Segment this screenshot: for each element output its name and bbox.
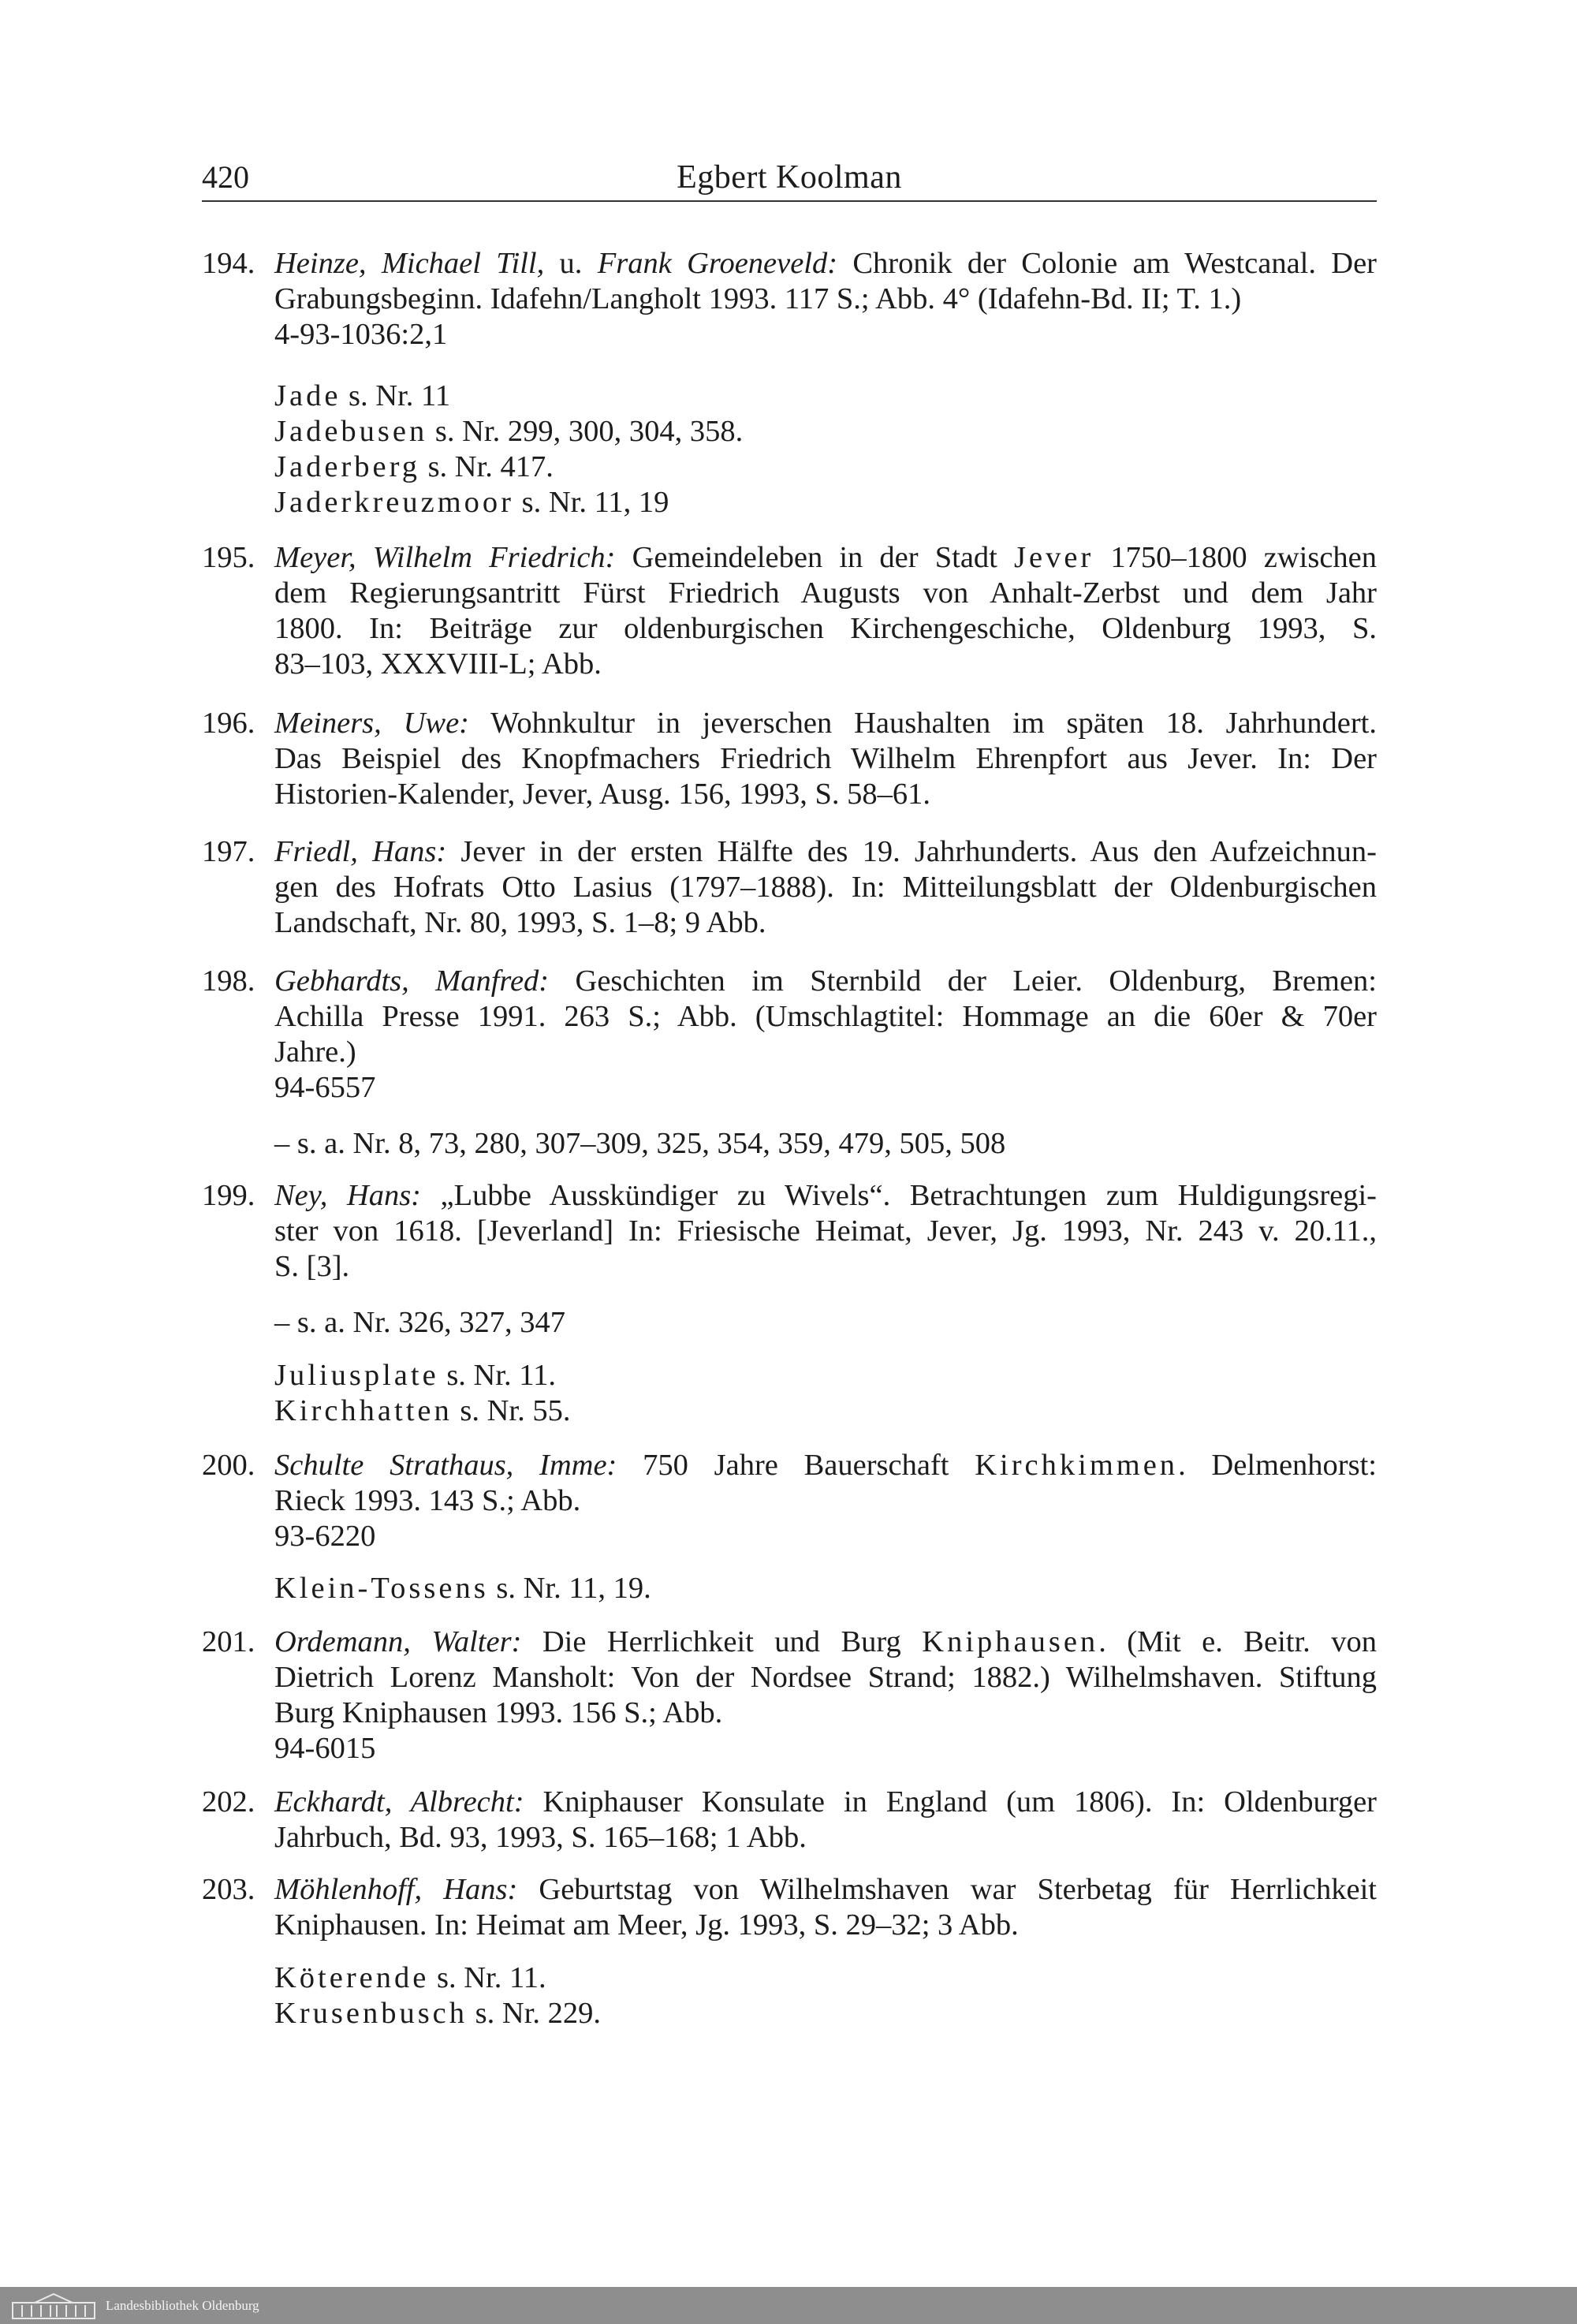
entry-line: Möhlenhoff, Hans: Geburtstag von Wilhelmshaven war Sterbetag für Herrlichkeit bbox=[274, 1873, 1377, 1906]
place-term: Jaderkreuzmoor bbox=[274, 486, 514, 519]
entry-number: 198. bbox=[202, 964, 255, 998]
entry-signature: 93-6220 bbox=[274, 1520, 376, 1553]
entry-author: Ordemann, Walter: bbox=[274, 1625, 522, 1658]
entry-line: Meyer, Wilhelm Friedrich: Gemeindeleben in der Stadt Jever 1750–1800 zwischen bbox=[274, 541, 1377, 574]
entry-number: 197. bbox=[202, 835, 255, 868]
see-also: – s. a. Nr. 326, 327, 347 bbox=[274, 1306, 565, 1339]
place-term: Klein-Tossens bbox=[274, 1572, 489, 1605]
entry-line: Landschaft, Nr. 80, 1993, S. 1–8; 9 Abb. bbox=[274, 906, 766, 939]
place-term: Juliusplate bbox=[274, 1359, 439, 1392]
entry-number: 200. bbox=[202, 1449, 255, 1482]
place-term: Jade bbox=[274, 379, 341, 412]
entry-author: Eckhardt, Albrecht: bbox=[274, 1785, 524, 1819]
page-header bbox=[202, 155, 1377, 202]
entry-author: Schulte Strathaus, Imme: bbox=[274, 1449, 617, 1482]
entry-number: 203. bbox=[202, 1873, 255, 1906]
entry-author: Frank Groeneveld: bbox=[597, 247, 838, 280]
entry-number: 201. bbox=[202, 1625, 255, 1658]
library-name: Landesbibliothek Oldenburg bbox=[106, 2298, 259, 2313]
cross-reference: Juliusplate s. Nr. 11. bbox=[274, 1359, 556, 1392]
entry-number: 194. bbox=[202, 247, 255, 280]
entry-line: Meiners, Uwe: Wohnkultur in jeverschen Haushalten im späten 18. Jahrhundert. bbox=[274, 707, 1377, 740]
cross-reference: Jade s. Nr. 11 bbox=[274, 379, 451, 412]
entry-line: Ordemann, Walter: Die Herrlichkeit und Burg Kniphausen. (Mit e. Beitr. von bbox=[274, 1625, 1377, 1658]
see-also: – s. a. Nr. 8, 73, 280, 307–309, 325, 354, 359, 479, 505, 508 bbox=[274, 1127, 1006, 1160]
entry-line: Jahrbuch, Bd. 93, 1993, S. 165–168; 1 Abb. bbox=[274, 1821, 807, 1854]
entry-line: Jahre.) bbox=[274, 1035, 356, 1069]
place-term: Köterende bbox=[274, 1961, 430, 1994]
entry-line: Rieck 1993. 143 S.; Abb. bbox=[274, 1484, 581, 1517]
entry-line: Schulte Strathaus, Imme: 750 Jahre Bauerschaft Kirchkimmen. Delmenhorst: bbox=[274, 1449, 1378, 1482]
cross-reference: Jaderberg s. Nr. 417. bbox=[274, 450, 554, 483]
entry-line: ster von 1618. [Jeverland] In: Friesische Heimat, Jever, Jg. 1993, Nr. 243 v. 20.11., bbox=[274, 1214, 1377, 1248]
entry-line: 83–103, XXXVIII-L; Abb. bbox=[274, 647, 602, 681]
entry-line: Historien-Kalender, Jever, Ausg. 156, 1993, S. 58–61. bbox=[274, 778, 931, 811]
entry-line: Ney, Hans: „Lubbe Ausskündiger zu Wivels“. Betrachtungen zum Huldigungsregi- bbox=[274, 1179, 1377, 1212]
cross-reference: Jadebusen s. Nr. 299, 300, 304, 358. bbox=[274, 415, 744, 448]
page-number: 420 bbox=[202, 159, 249, 195]
entry-line: Eckhardt, Albrecht: Kniphauser Konsulate in England (um 1806). In: Oldenburger bbox=[274, 1785, 1377, 1819]
entry-author: Meiners, Uwe: bbox=[274, 707, 469, 740]
running-title: Egbert Koolman bbox=[677, 159, 902, 196]
entry-author: Ney, Hans: bbox=[274, 1179, 422, 1212]
place-term: Jadebusen bbox=[274, 415, 428, 448]
entry-line: Grabungsbeginn. Idafehn/Langholt 1993. 117 S.; Abb. 4° (Idafehn-Bd. II; T. 1.) bbox=[274, 282, 1242, 315]
place-term: Krusenbusch bbox=[274, 1997, 468, 2030]
footer-bar bbox=[0, 2287, 1577, 2324]
place-term: Kirchhatten bbox=[274, 1394, 453, 1427]
entry-line: 1800. In: Beiträge zur oldenburgischen Kirchengeschiche, Oldenburg 1993, S. bbox=[274, 612, 1377, 645]
entry-number: 195. bbox=[202, 541, 255, 574]
entry-signature: 94-6557 bbox=[274, 1071, 376, 1104]
cross-reference: Jaderkreuzmoor s. Nr. 11, 19 bbox=[274, 486, 669, 519]
entry-line: Das Beispiel des Knopfmachers Friedrich Wilhelm Ehrenpfort aus Jever. In: Der bbox=[274, 742, 1377, 775]
entry-author: Gebhardts, Manfred: bbox=[274, 964, 550, 998]
entry-line: Heinze, Michael Till, u. Frank Groeneveld: Chronik der Colonie am Westcanal. Der bbox=[274, 247, 1377, 280]
entry-line: gen des Hofrats Otto Lasius (1797–1888). In: Mitteilungsblatt der Oldenburgischen bbox=[274, 871, 1377, 904]
entry-signature: 94-6015 bbox=[274, 1732, 376, 1765]
entry-number: 199. bbox=[202, 1179, 255, 1212]
cross-reference: Klein-Tossens s. Nr. 11, 19. bbox=[274, 1572, 651, 1605]
entry-number: 196. bbox=[202, 707, 255, 740]
place-term: Jaderberg bbox=[274, 450, 420, 483]
entry-signature: 4-93-1036:2,1 bbox=[274, 318, 448, 351]
cross-reference: Kirchhatten s. Nr. 55. bbox=[274, 1394, 571, 1427]
entry-line: Achilla Presse 1991. 263 S.; Abb. (Umschlagtitel: Hommage an die 60er & 70er bbox=[274, 1000, 1377, 1033]
entry-line: dem Regierungsantritt Fürst Friedrich Augusts von Anhalt-Zerbst und dem Jahr bbox=[274, 576, 1377, 610]
cross-reference: Köterende s. Nr. 11. bbox=[274, 1961, 546, 1994]
entry-author: Heinze, Michael Till, bbox=[274, 247, 545, 280]
entry-line: Burg Kniphausen 1993. 156 S.; Abb. bbox=[274, 1696, 723, 1729]
entry-line: Gebhardts, Manfred: Geschichten im Sternbild der Leier. Oldenburg, Bremen: bbox=[274, 964, 1377, 998]
entry-line: S. [3]. bbox=[274, 1250, 350, 1283]
entry-author: Meyer, Wilhelm Friedrich: bbox=[274, 541, 616, 574]
entry-line: Dietrich Lorenz Mansholt: Von der Nordsee Strand; 1882.) Wilhelmshaven. Stiftung bbox=[274, 1661, 1377, 1694]
entry-number: 202. bbox=[202, 1785, 255, 1819]
entry-line: Kniphausen. In: Heimat am Meer, Jg. 1993, S. 29–32; 3 Abb. bbox=[274, 1908, 1019, 1942]
library-building-icon bbox=[11, 2292, 96, 2320]
entry-author: Friedl, Hans: bbox=[274, 835, 447, 868]
entry-line: Friedl, Hans: Jever in der ersten Hälfte des 19. Jahrhunderts. Aus den Aufzeichnun- bbox=[274, 835, 1377, 868]
cross-reference: Krusenbusch s. Nr. 229. bbox=[274, 1997, 602, 2030]
entry-author: Möhlenhoff, Hans: bbox=[274, 1873, 518, 1906]
